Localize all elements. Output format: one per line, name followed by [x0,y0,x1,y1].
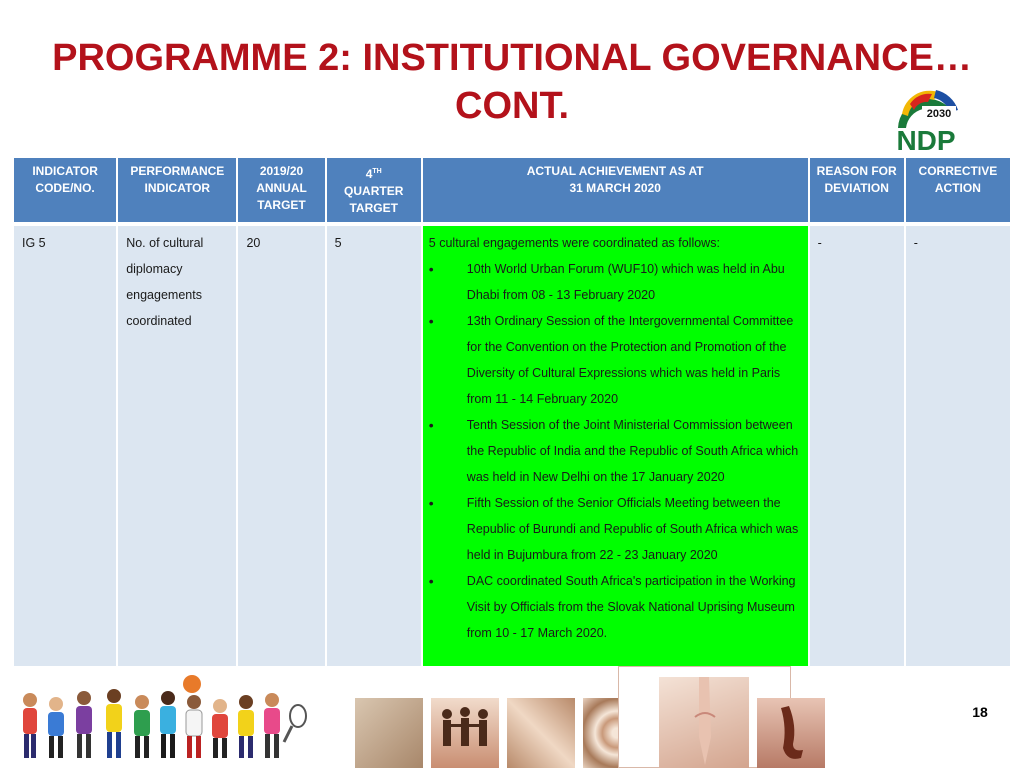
cell-annual-target: 20 [238,226,324,666]
header-actual-achievement: ACTUAL ACHIEVEMENT AS AT 31 MARCH 2020 [423,158,808,226]
cell-corrective-action: - [906,226,1010,666]
header-indicator-code: INDICATOR CODE/NO. [14,158,116,226]
performance-table [12,158,1012,666]
logo-text: NDP [896,125,956,156]
list-item: • Tenth Session of the Joint Ministerial Commission between the Republic of India and the Republic of South Africa which was held in New Delhi on the 17 January 2020 [429,412,802,490]
film-reel-photo [507,698,575,768]
header-annual-target: 2019/20 ANNUAL TARGET [238,158,324,226]
logo-year: 2030 [926,108,952,120]
list-item: • 13th Ordinary Session of the Intergovernmental Committee for the Convention on the Protection and Promotion of the Diversity of Cultural Expressions which was held in Paris from 11 - 14 February 2020 [429,308,802,412]
bullet-icon: • [428,261,434,277]
bullet-icon: • [428,573,434,589]
page-number: 18 [972,704,988,720]
slide-title-line1: PROGRAMME 2: INSTITUTIONAL GOVERNANCE… [52,37,972,79]
ballet-pointe-photo [659,677,749,768]
header-quarter-target: 4TH QUARTER TARGET [327,158,421,226]
achievement-intro: 5 cultural engagements were coordinated as follows: [428,236,720,250]
header-performance-indicator: PERFORMANCE INDICATOR [118,158,236,226]
bullet-icon: • [428,495,434,511]
table-row [14,226,1010,666]
cell-reason-for-deviation: - [810,226,904,666]
header-reason-for-deviation: REASON FOR DEVIATION [810,158,904,226]
achievement-list [429,256,802,646]
cell-actual-achievement [423,226,808,666]
list-item: • 10th World Urban Forum (WUF10) which was held in Abu Dhabi from 08 - 13 February 2020 [429,256,802,308]
children-sports-photo [8,672,308,768]
list-item: • Fifth Session of the Senior Officials Meeting between the Republic of Burundi and Republic of South Africa which was held in Bujumbura from 22 - 23 January 2020 [429,490,802,568]
list-item: • DAC coordinated South Africa's participation in the Working Visit by Officials from the Slovak National Uprising Museum from 10 - 17 March 2020. [429,568,802,646]
table-header-row [14,158,1010,226]
slide-title [0,34,1024,130]
cell-performance-indicator: No. of cultural diplomacy engagements coordinated [118,226,236,666]
ndp-2030-logo-icon [888,84,964,156]
slide-title-line2: CONT. [455,85,569,127]
dancers-silhouette-photo [431,698,499,768]
bullet-icon: • [428,417,434,433]
cell-quarter-target: 5 [327,226,421,666]
braille-photo [355,698,423,768]
bullet-icon: • [428,313,434,329]
saxophone-photo [757,698,825,768]
cell-indicator-code: IG 5 [14,226,116,666]
header-corrective-action: CORRECTIVE ACTION [906,158,1010,226]
